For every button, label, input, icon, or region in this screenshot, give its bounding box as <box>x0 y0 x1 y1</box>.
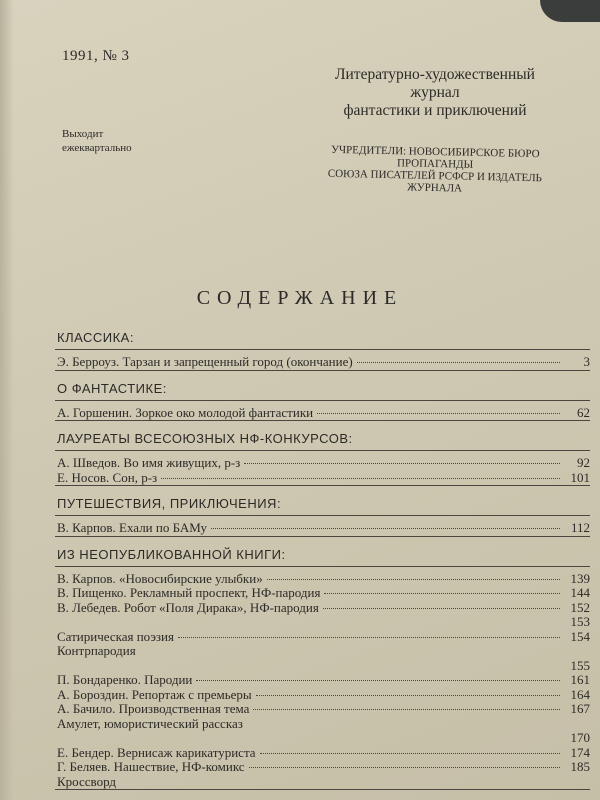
founders-block <box>300 143 571 197</box>
dot-leader <box>324 593 560 594</box>
dot-leader <box>244 463 560 464</box>
section-divider <box>55 370 590 371</box>
dot-leader <box>178 637 560 638</box>
dot-leader <box>323 608 560 609</box>
toc-entry <box>55 586 590 601</box>
founders-line: ПРОПАГАНДЫ <box>396 157 474 171</box>
toc-entry <box>55 775 590 790</box>
issue-number: 1991, № 3 <box>62 48 130 64</box>
entry-page-number: 185 <box>570 759 590 774</box>
journal-line: Литературно-художественный <box>335 66 535 83</box>
toc-entry <box>55 659 590 674</box>
section-title: О ФАНТАСТИКЕ: <box>55 381 590 401</box>
section-title: ЛАУРЕАТЫ ВСЕСОЮЗНЫХ НФ-КОНКУРСОВ: <box>55 431 590 451</box>
dot-leader <box>256 695 560 696</box>
entry-title: А. Шведов. Во имя живущих, р-з <box>57 455 241 470</box>
entry-title: Е. Бендер. Вернисаж карикатуриста <box>57 744 256 760</box>
entry-page-number: 3 <box>583 354 590 369</box>
entry-page-number: 174 <box>570 744 590 760</box>
section-title: ПУТЕШЕСТВИЯ, ПРИКЛЮЧЕНИЯ: <box>55 496 590 516</box>
entry-page-number: 161 <box>570 672 590 687</box>
toc-entry <box>55 630 590 645</box>
entry-page-number: 152 <box>570 599 590 615</box>
toc-entry <box>55 601 590 616</box>
entry-title: Э. Берроуз. Тарзан и запрещенный город (окончание) <box>57 354 353 369</box>
entry-title: Кроссворд <box>57 773 117 789</box>
toc-entry <box>55 615 590 630</box>
publication-frequency <box>62 127 132 155</box>
entry-page-number: 101 <box>570 469 590 485</box>
toc-entry <box>55 471 590 486</box>
entry-title: Амулет, юмористический рассказ <box>57 715 243 731</box>
toc-entry <box>55 456 590 471</box>
toc-section <box>55 381 590 422</box>
entry-page-number: 170 <box>570 730 590 745</box>
toc-entry <box>55 355 590 370</box>
entry-page-number: 92 <box>577 455 590 470</box>
toc-section <box>55 330 590 371</box>
entry-title: Е. Носов. Сон, р-з <box>57 469 158 485</box>
frequency-line: Выходит <box>62 128 104 140</box>
section-divider <box>55 789 590 790</box>
entry-page-number: 164 <box>570 686 590 702</box>
entry-page-number: 153 <box>570 614 590 629</box>
toc-entry <box>55 406 590 421</box>
entry-page-number: 154 <box>570 628 590 644</box>
toc-entry <box>55 702 590 717</box>
founders-line: УЧРЕДИТЕЛИ: НОВОСИБИРСКОЕ БЮРО <box>331 143 540 161</box>
toc-entry <box>55 521 590 536</box>
entry-title: В. Карпов. Ехали по БАМу <box>57 520 208 535</box>
section-divider <box>55 420 590 421</box>
dot-leader <box>253 709 560 710</box>
founders-line: СОЮЗА ПИСАТЕЛЕЙ РСФСР И ИЗДАТЕЛЬ <box>327 167 543 185</box>
entry-page-number: 155 <box>570 657 590 673</box>
entry-title: А. Бороздин. Репортаж с премьеры <box>57 686 252 702</box>
toc-section <box>55 496 590 537</box>
page-binding-edge <box>0 0 14 800</box>
entry-title: П. Бондаренко. Пародии <box>57 672 193 687</box>
entry-title: Г. Беляев. Нашествие, НФ-комикс <box>57 759 245 774</box>
dot-leader <box>161 478 560 479</box>
section-divider <box>55 485 590 486</box>
dot-leader <box>260 753 560 754</box>
section-divider <box>55 536 590 537</box>
frequency-line: ежеквартально <box>62 142 132 154</box>
entry-title: А. Бачило. Производственная тема <box>57 701 250 716</box>
table-of-contents <box>55 330 590 800</box>
toc-entry <box>55 673 590 688</box>
entry-page-number: 112 <box>570 520 590 535</box>
entry-title: Сатирическая поэзия <box>57 628 174 644</box>
journal-line: фантастики и приключений <box>343 102 527 119</box>
dot-leader <box>249 767 560 768</box>
journal-description <box>300 66 570 120</box>
entry-title: А. Горшенин. Зоркое око молодой фантастики <box>57 404 314 420</box>
journal-line: журнал <box>410 84 460 101</box>
toc-entry <box>55 572 590 587</box>
toc-entry <box>55 644 590 659</box>
dot-leader <box>196 680 560 681</box>
entry-title: В. Карпов. «Новосибирские улыбки» <box>57 570 263 586</box>
toc-section <box>55 431 590 486</box>
section-title: КЛАССИКА: <box>55 330 590 350</box>
dot-leader <box>267 579 560 580</box>
toc-entry <box>55 746 590 761</box>
founders-line: ЖУРНАЛА <box>407 181 463 195</box>
dot-leader <box>317 413 560 414</box>
toc-entry <box>55 760 590 775</box>
dark-corner-shadow <box>540 0 600 22</box>
entry-title: В. Пищенко. Рекламный проспект, НФ-пародия <box>57 585 321 600</box>
toc-section <box>55 547 590 791</box>
entry-page-number: 144 <box>570 585 590 600</box>
entry-title: В. Лебедев. Робот «Поля Дирака», НФ-пародия <box>57 599 319 615</box>
section-title: ИЗ НЕОПУБЛИКОВАННОЙ КНИГИ: <box>55 547 590 567</box>
toc-entry <box>55 731 590 746</box>
toc-heading: СОДЕРЖАНИЕ <box>196 287 404 309</box>
dot-leader <box>357 362 560 363</box>
entry-title: Контрпародия <box>57 643 136 658</box>
entry-page-number: 167 <box>570 701 590 716</box>
toc-entry <box>55 717 590 732</box>
entry-page-number: 62 <box>577 404 590 420</box>
toc-entry <box>55 688 590 703</box>
entry-page-number: 139 <box>570 570 590 586</box>
dot-leader <box>211 528 560 529</box>
